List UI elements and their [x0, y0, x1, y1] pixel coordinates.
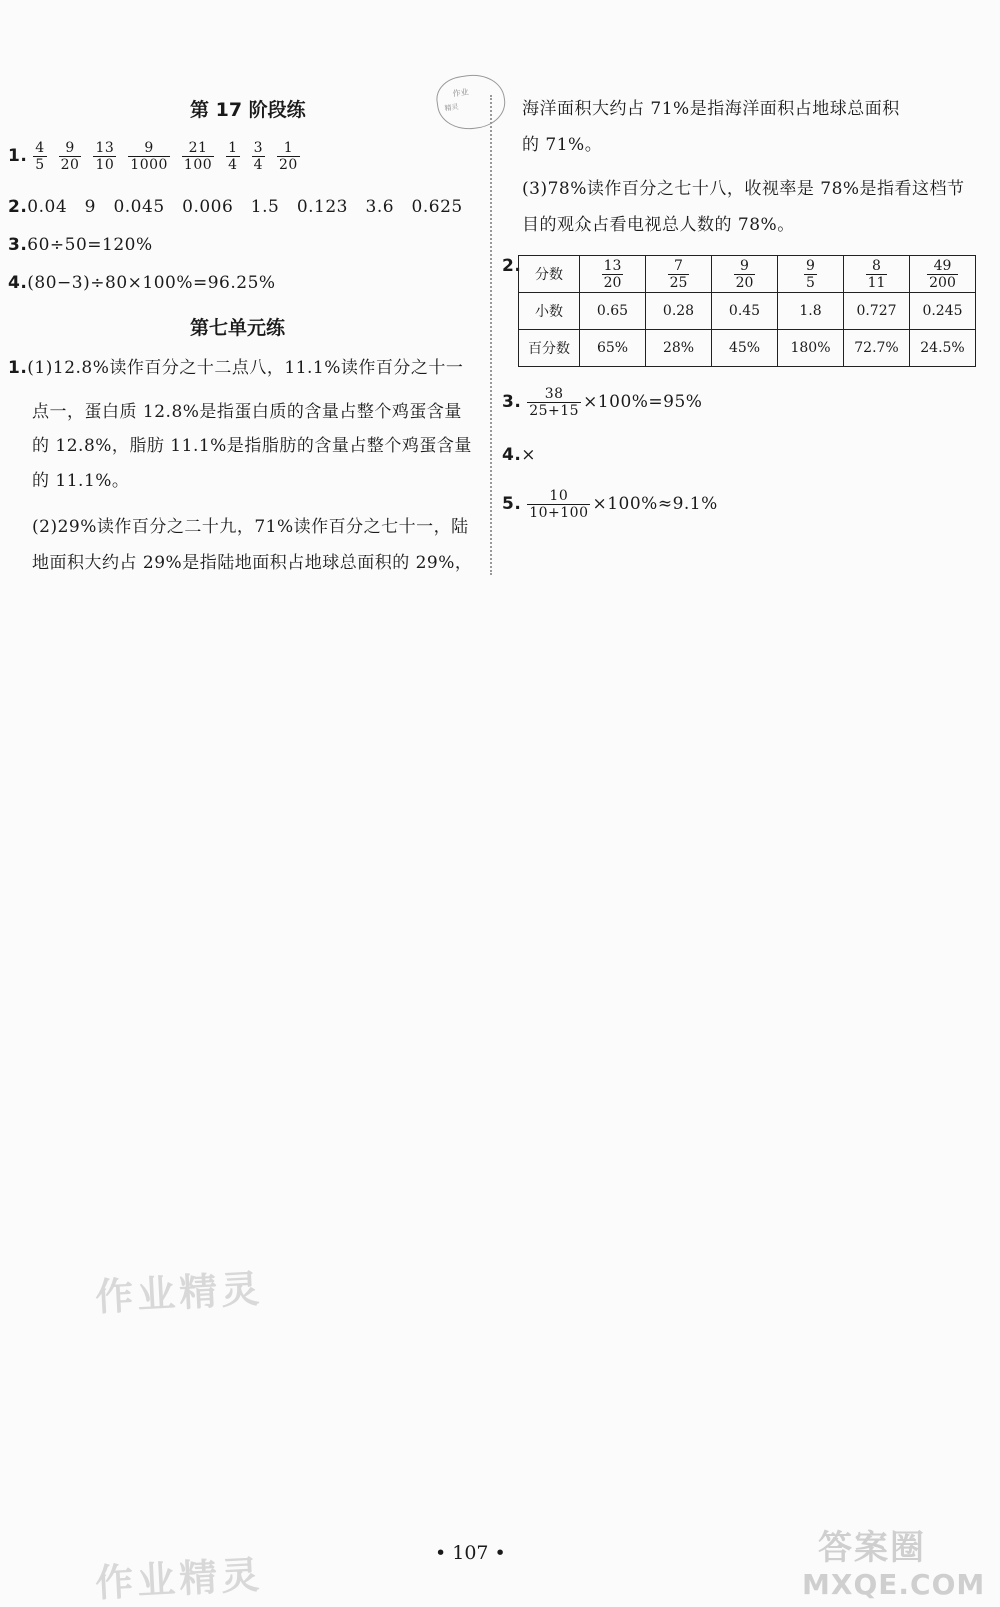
fraction: $\frac{4}{5}$: [35, 140, 45, 173]
fraction: $\frac{9}{1000}$: [130, 140, 168, 173]
table-row: [519, 256, 976, 293]
column-divider: [490, 95, 492, 575]
table-cell: $\frac{49}{200}$: [910, 256, 976, 293]
fraction: $\frac{38}{25+15}$: [529, 386, 580, 419]
answer-text: (80−3)÷80×100%=96.25%: [27, 273, 276, 293]
watermark: 作业精灵: [94, 1266, 265, 1320]
question-number: 1.: [8, 146, 28, 166]
table-cell: 24.5%: [910, 330, 976, 367]
question-number: 1.: [8, 358, 28, 378]
answer-2: [8, 196, 463, 218]
fraction: $\frac{9}{20}$: [60, 140, 80, 173]
question-number: 2.: [8, 197, 28, 217]
answer-4: [8, 272, 276, 294]
table-row: [519, 293, 976, 330]
section-title-stage-17: 第 17 阶段练: [190, 99, 306, 121]
corner-url: MXQE.COM: [802, 1568, 986, 1601]
row-label: 分数: [519, 256, 580, 293]
table-cell: 180%: [778, 330, 844, 367]
fraction: $\frac{21}{100}$: [183, 140, 213, 173]
question-number: 3.: [502, 392, 522, 412]
table-cell: 0.245: [910, 293, 976, 330]
table-cell: $\frac{13}{20}$: [580, 256, 646, 293]
table-cell: $\frac{9}{5}$: [778, 256, 844, 293]
answer-line: 的 11.1%。: [32, 471, 130, 491]
answer-line: 地面积大约占 29%是指陆地面积占地球总面积的 29%，: [32, 553, 473, 573]
conversion-table: [518, 255, 976, 367]
answer-3: [8, 234, 153, 256]
fraction-list: [33, 140, 312, 173]
table-row: [519, 330, 976, 367]
question-number: 5.: [502, 494, 522, 514]
answer-line: 目的观众占看电视总人数的 78%。: [522, 215, 795, 235]
table-cell: 1.8: [778, 293, 844, 330]
fraction: $\frac{13}{10}$: [95, 140, 115, 173]
answer-text: 0.04 9 0.045 0.006 1.5 0.123 3.6 0.625: [27, 197, 463, 217]
stamp-logo: 作业 精灵: [434, 71, 509, 134]
answer-line: (3)78%读作百分之七十八，收视率是 78%是指看这档节: [522, 179, 965, 199]
table-cell: 72.7%: [844, 330, 910, 367]
answer-text: ×: [521, 445, 537, 465]
answer-text: ×100%=95%: [583, 392, 703, 412]
answer-line: (2)29%读作百分之二十九，71%读作百分之七十一，陆: [32, 517, 469, 537]
question-number: 2.: [502, 256, 522, 276]
fraction: $\frac{1}{20}$: [279, 140, 298, 173]
answer-line: (1)12.8%读作百分之十二点八，11.1%读作百分之十一: [27, 358, 464, 378]
table-cell: 0.45: [712, 293, 778, 330]
table-cell: 0.28: [646, 293, 712, 330]
table-cell: 0.727: [844, 293, 910, 330]
table-cell: $\frac{7}{25}$: [646, 256, 712, 293]
corner-logo-text: 答案圈: [818, 1528, 926, 1568]
table-cell: $\frac{9}{20}$: [712, 256, 778, 293]
row-label: 小数: [519, 293, 580, 330]
answer-1-fractions: [8, 140, 312, 173]
fraction: $\frac{1}{4}$: [228, 140, 238, 173]
question-number: 3.: [8, 235, 28, 255]
answer-line: 海洋面积大约占 71%是指海洋面积占地球总面积: [522, 99, 900, 119]
table-cell: 65%: [580, 330, 646, 367]
answer-line: 的 71%。: [522, 135, 603, 155]
answer-5-right: [502, 488, 718, 521]
section-title-unit-7: 第七单元练: [190, 317, 286, 339]
question-number: 4.: [8, 273, 28, 293]
answer-line: 的 12.8%，脂肪 11.1%是指脂肪的含量占整个鸡蛋含量: [32, 436, 472, 456]
answer-3-right: [502, 386, 702, 419]
answer-text: 60÷50=120%: [27, 235, 153, 255]
answer-4-right: [502, 444, 536, 466]
fraction: $\frac{3}{4}$: [253, 140, 263, 173]
table-cell: $\frac{8}{11}$: [844, 256, 910, 293]
answer-line: 点一，蛋白质 12.8%是指蛋白质的含量占整个鸡蛋含量: [32, 402, 462, 422]
corner-logo: [800, 1520, 995, 1606]
fraction: $\frac{10}{10+100}$: [529, 488, 589, 521]
table-cell: 0.65: [580, 293, 646, 330]
watermark: 作业精灵: [94, 1552, 265, 1606]
table-cell: 45%: [712, 330, 778, 367]
row-label: 百分数: [519, 330, 580, 367]
page-number: • 107 •: [435, 1542, 506, 1564]
table-cell: 28%: [646, 330, 712, 367]
answer-text: ×100%≈9.1%: [592, 494, 718, 514]
question-number: 4.: [502, 445, 522, 465]
